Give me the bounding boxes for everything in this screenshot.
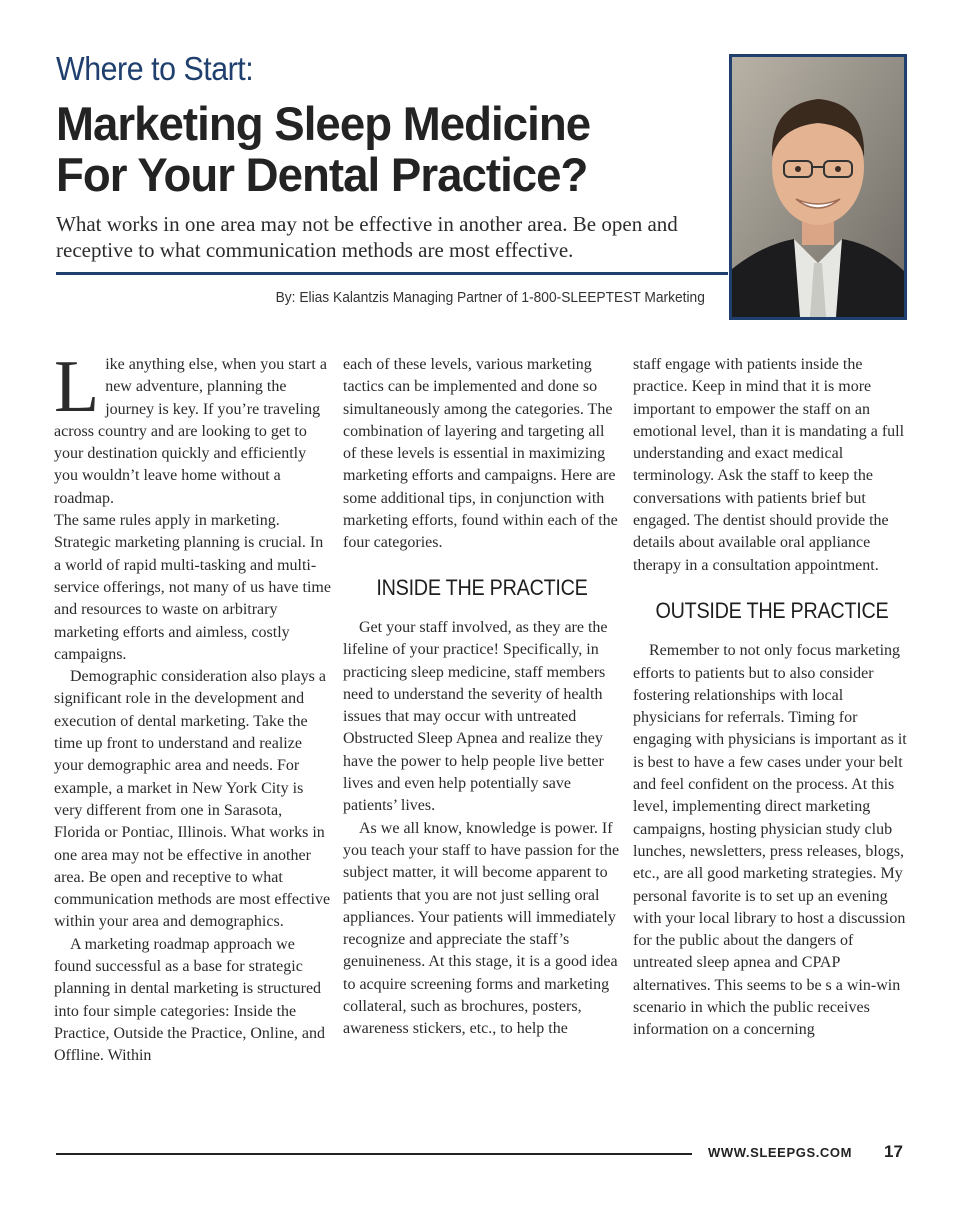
dek-line: receptive to what communication methods are most effective. xyxy=(56,238,574,262)
body-paragraph xyxy=(54,346,332,510)
dek-line: What works in one area may not be effective in another area. Be open and xyxy=(56,212,678,236)
header-divider xyxy=(56,272,728,275)
drop-cap: L xyxy=(54,346,100,428)
section-heading-inside: INSIDE THE PRACTICE xyxy=(376,574,588,600)
footer-website-url[interactable]: WWW.SLEEPGS.COM xyxy=(708,1145,853,1160)
body-paragraph: The same rules apply in marketing. Strategic marketing planning is crucial. In a world of rapid multi-tasking and multi-service offerings, not many of us have time and resources to waste on arbitrary marketing efforts and aimless, costly campaigns. xyxy=(54,512,331,663)
article-byline: By: Elias Kalantzis Managing Partner of 1-800-SLEEPTEST Marketing xyxy=(275,290,705,306)
headline-line: For Your Dental Practice? xyxy=(56,148,588,201)
body-paragraph: each of these levels, various marketing tactics can be implemented and done so simultaneously among the categories. The combination of layering and targeting all of these levels is essential in maximizing marketing efforts and campaigns. Here are some additional tips, in conjunction with marketing efforts, found within each of the four categories. xyxy=(343,356,618,552)
article-column-3 xyxy=(633,354,911,1042)
author-portrait-photo xyxy=(729,54,907,320)
body-paragraph: As we all know, knowledge is power. If you teach your staff to have passion for the subject matter, it will become apparent to patients that you are not just selling oral appliances. Your patients will immediately recognize and appreciate the staff’s genuineness. At this stage, it is a good idea to acquire screening forms and marketing collateral, such as brochures, posters, awareness stickers, etc., to help the xyxy=(343,819,620,1038)
headline-line: Marketing Sleep Medicine xyxy=(56,97,591,150)
article-headline xyxy=(56,98,590,200)
body-paragraph: Remember to not only focus marketing efforts to patients but to also consider fostering relationships with local physicians for referrals. Timing for engaging with physicians is important as it is best to have a few cases under your belt and feel confident on the process. At this level, implementing direct marketing campaigns, hosting physician study club lunches, newsletters, press releases, blogs, etc., are all good marketing strategies. My personal favorite is to set up an evening with your local library to host a discussion for the public about the dangers of untreated sleep apnea and CPAP alternatives. This seems to be s a win-win scenario in which the public receives information on a concerning xyxy=(633,642,907,1039)
article-column-1 xyxy=(54,346,332,1068)
body-paragraph: A marketing roadmap approach we found successful as a base for strategic planning in dental marketing is structured into four simple categories: Inside the Practice, Outside the Practice, Online, and Offline. Within xyxy=(54,935,326,1065)
body-paragraph: Get your staff involved, as they are the lifeline of your practice! Specifically, in practicing sleep medicine, staff members need to understand the severity of health issues that may occur with untreated Obstructed Sleep Apnea and realize they have the power to help people live better lives and even help potentially save patients’ lives. xyxy=(343,618,608,815)
footer-divider xyxy=(56,1153,692,1155)
body-paragraph: Demographic consideration also plays a significant role in the development and execution of dental marketing. Take the time up front to understand and realize your demographic area and needs. For example, a market in New York City is very different from one in Sarasota, Florida or Pontiac, Illinois. What works in one area may not be effective in another area. Be open and receptive to what communication methods are most effective within your area and demographics. xyxy=(54,668,331,931)
article-dek xyxy=(56,211,721,263)
body-paragraph: staff engage with patients inside the practice. Keep in mind that it is more important to empower the staff on an emotional level, than it is mandating a full understanding and exact medical terminology. Ask the staff to keep the conversations with patients brief but engaged. The dentist should provide the details about available oral appliance therapy in a consultation appointment. xyxy=(633,356,905,574)
page-number: 17 xyxy=(884,1142,903,1161)
article-kicker: Where to Start: xyxy=(56,50,254,87)
section-heading-outside: OUTSIDE THE PRACTICE xyxy=(655,597,889,623)
paragraph-text: ike anything else, when you start a new adventure, planning the journey is key. If you’re traveling across country and are looking to get to your destination quickly and efficiently you wouldn’t leave home without a roadmap. xyxy=(54,356,327,507)
article-column-2 xyxy=(343,354,621,1041)
